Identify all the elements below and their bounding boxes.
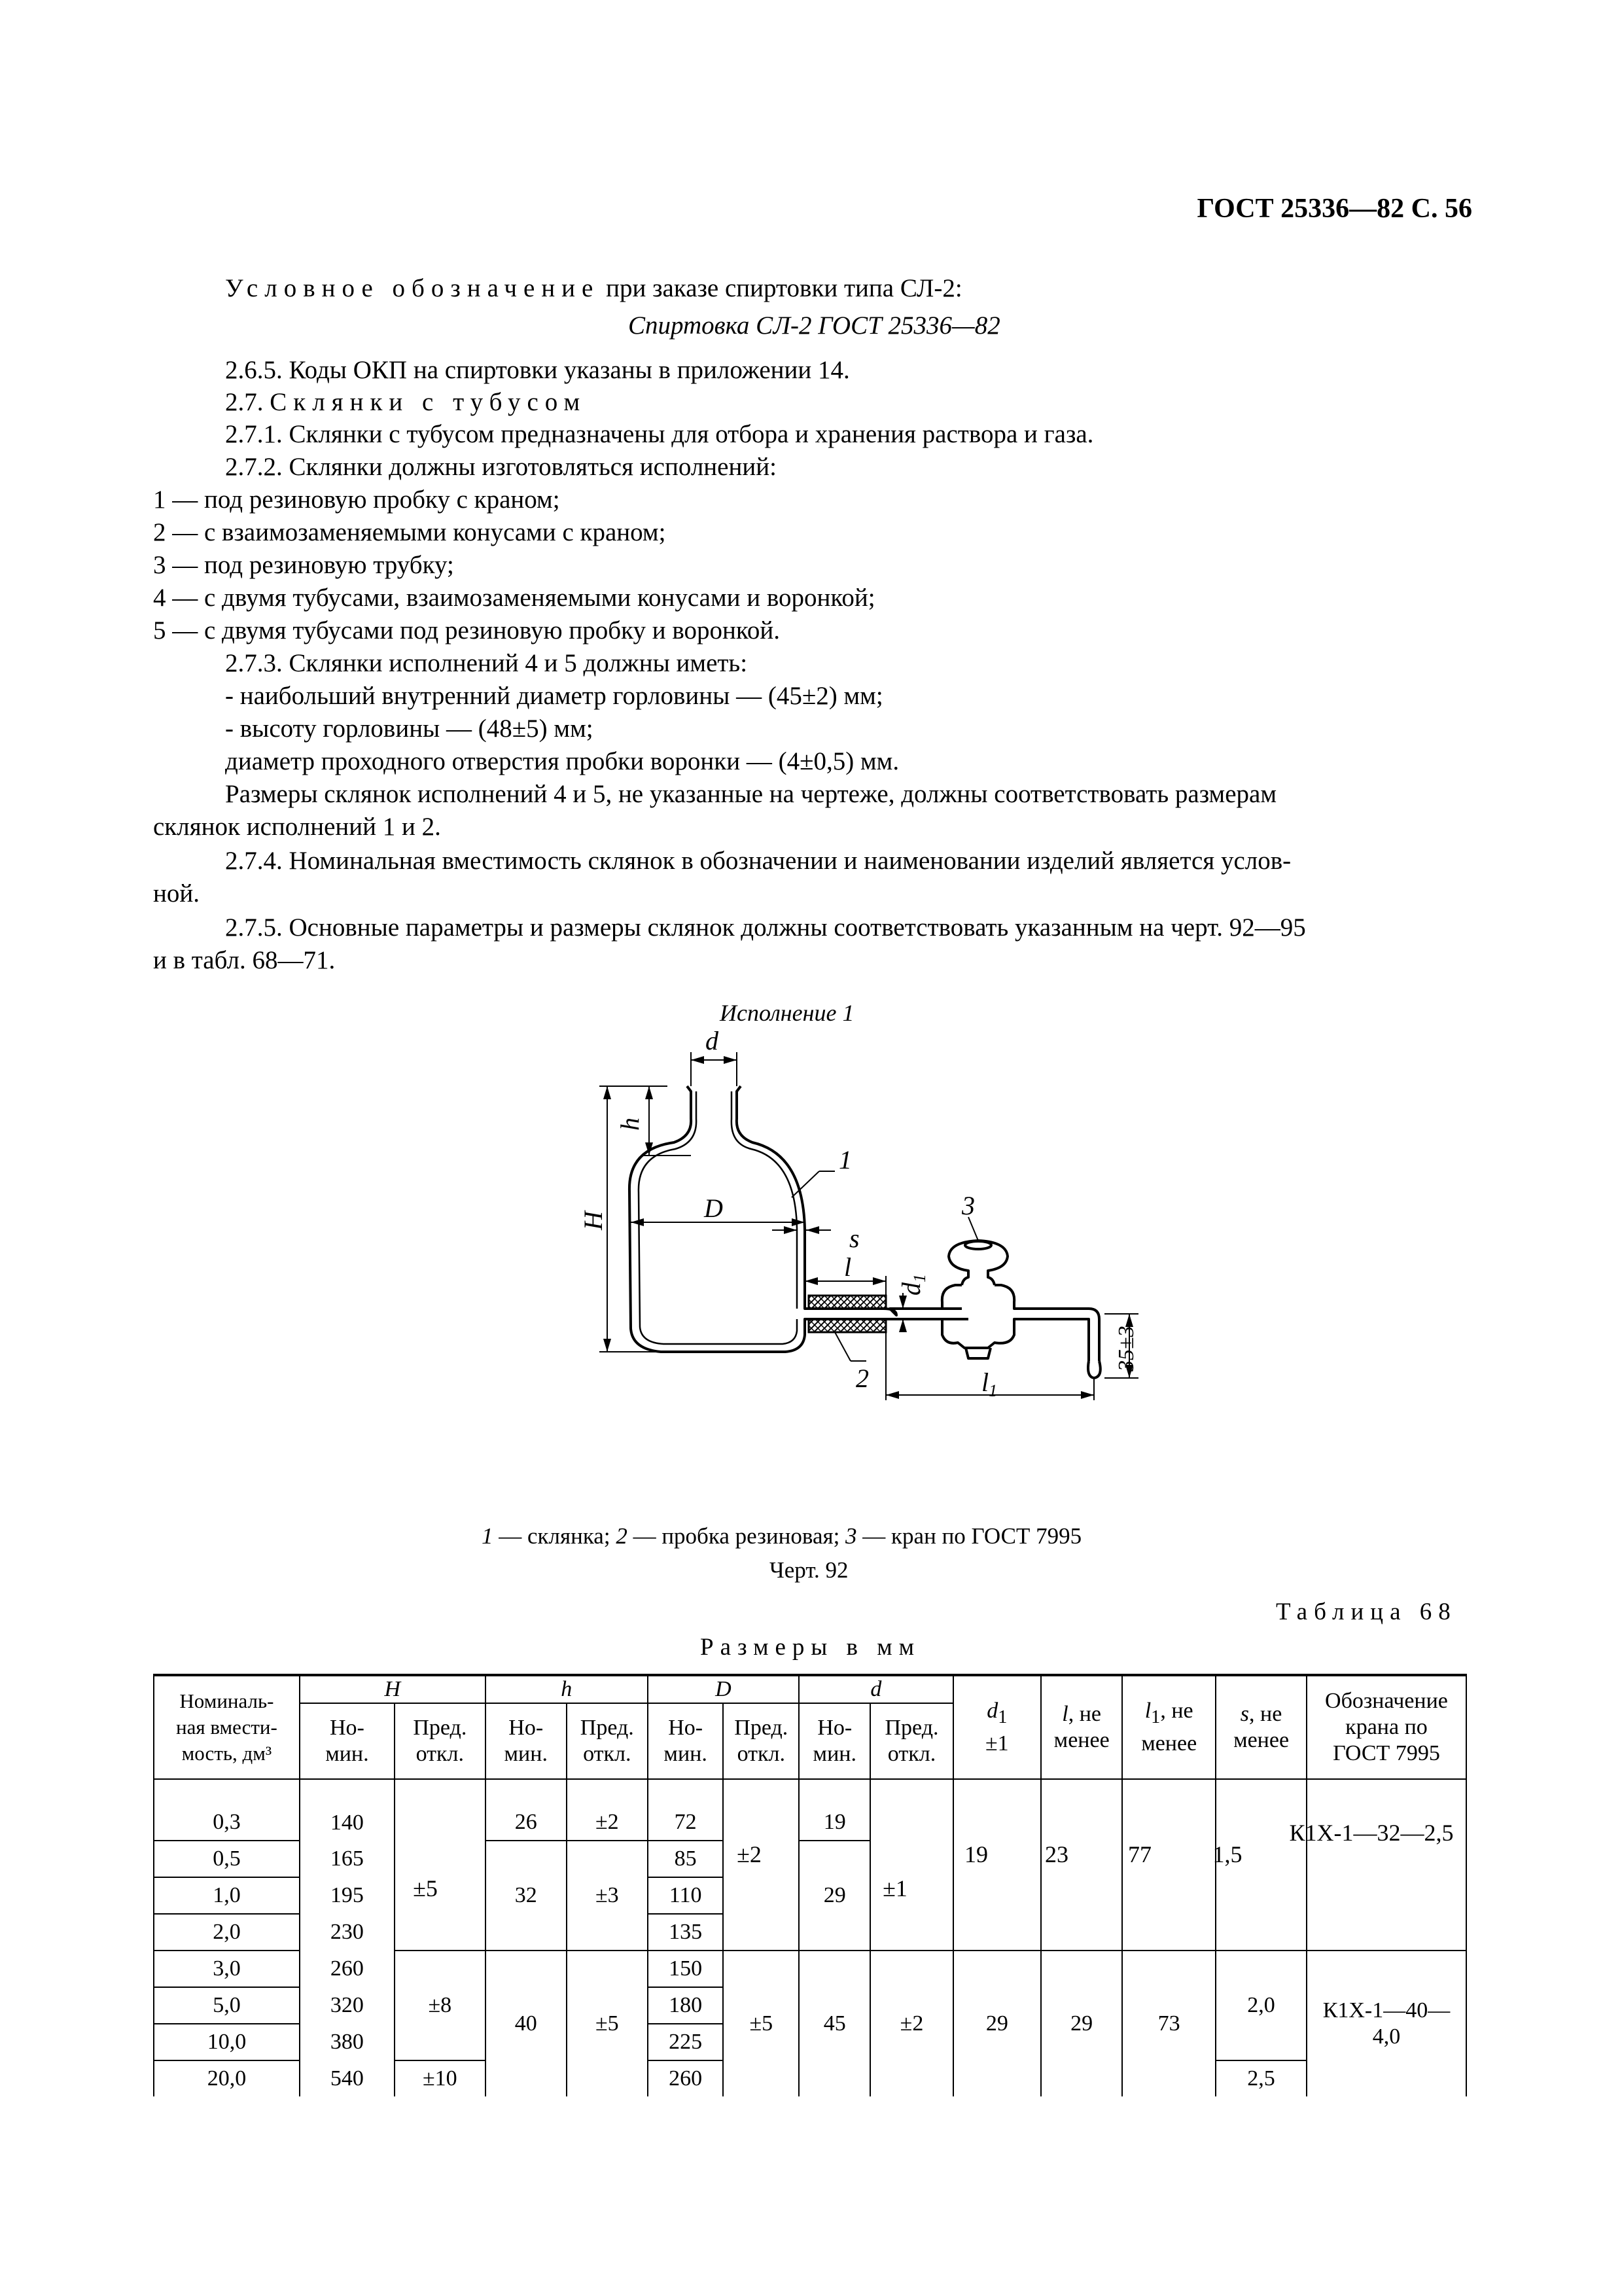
header-nom: Но- мин. [300,1703,395,1779]
tap-plug [966,1348,991,1358]
tap-knob [949,1241,1008,1285]
designation-example: Спиртовка СЛ-2 ГОСТ 25336—82 [628,311,1000,340]
drip-tip [1088,1361,1101,1378]
d-dev-group-a: ±1 [883,1875,908,1901]
label-3: 3 [962,1191,975,1220]
l1-group-a: 77 [1128,1841,1152,1867]
header-l: l, не менее [1041,1675,1122,1779]
table-row: 0,3 140 26 ±2 72 19 [154,1805,1466,1841]
header-nom: Но- мин. [799,1703,870,1779]
tap-knob-top [965,1241,991,1249]
label-l1: $l_1$ [981,1368,998,1400]
figure-caption: Черт. 92 [769,1557,849,1583]
header-l1: $l_1$, не менее [1122,1675,1216,1779]
bottle-drawing [576,1021,1145,1531]
variant-item: 2 — с взаимозаменяемыми конусами с краном; [153,518,666,546]
variant-item: 4 — с двумя тубусами, взаимозаменяемыми конусами и воронкой; [153,584,875,612]
s-group-a: 1,5 [1212,1841,1243,1867]
header-nom: Но- мин. [485,1703,567,1779]
header-s: s, не менее [1216,1675,1307,1779]
paragraph-2-7-2: 2.7.2. Склянки должны изготовляться исполнений: [225,453,777,481]
requirement-item: диаметр проходного отверстия пробки воронки — (4±0,5) мм. [225,747,900,775]
paragraph-2-6-5: 2.6.5. Коды ОКП на спиртовки указаны в приложении 14. [225,356,850,384]
paragraph-sizes-cont: склянок исполнений 1 и 2. [153,813,441,841]
label-H: H [578,1211,608,1230]
rubber-stopper-top [809,1296,886,1309]
D-dev-group-a: ±2 [737,1841,762,1867]
requirement-item: - высоту горловины — (48±5) мм; [225,715,593,743]
section-2-7-heading [225,385,586,419]
variant-item: 1 — под резиновую пробку с краном; [153,486,560,514]
header-D: D [648,1675,799,1703]
tap-group-a: К1Х-1—32—2,5 [1289,1820,1454,1846]
label-h: h [615,1118,644,1131]
page-header: ГОСТ 25336—82 С. 56 [1197,194,1472,224]
label-l: l [844,1252,852,1282]
table-units: Размеры в мм [700,1634,921,1661]
table-row: 0,5 165 32 ±3 85 29 [154,1841,1466,1877]
header-dev: Пред. откл. [395,1703,485,1779]
designation-label-rest: при заказе спиртовки типа СЛ-2: [599,274,962,302]
header-capacity: Номиналь- ная вмести- мость, дм³ [154,1675,300,1779]
tap-tube [805,1309,968,1319]
rubber-stopper-bottom [809,1319,886,1332]
label-d: d [705,1026,718,1055]
header-tap: Обозначение крана по ГОСТ 7995 [1307,1675,1466,1779]
header-nom: Но- мин. [648,1703,724,1779]
designation-label: Условное обозначение [225,274,600,302]
header-d1: $d_1$ ±1 [953,1675,1042,1779]
label-D: D [704,1193,723,1223]
table-row: 10,0 380 225 [154,2024,1466,2060]
paragraph-2-7-3: 2.7.3. Склянки исполнений 4 и 5 должны иметь: [225,649,748,677]
label-d1: $d_1$ [896,1274,929,1296]
header-d: d [799,1675,953,1703]
table-68 [153,1674,1467,2096]
header-h: h [485,1675,648,1703]
table-label: Таблица 68 [1276,1598,1457,1625]
l-group-a: 23 [1045,1841,1068,1867]
paragraph-2-7-1: 2.7.1. Склянки с тубусом предназначены для отбора и хранения раствора и газа. [225,420,1094,448]
d1-group-a: 19 [964,1841,988,1867]
table-row: 5,0 320 180 [154,1987,1466,2024]
table-row: 20,0 540 ±10 260 2,5 [154,2060,1466,2096]
label-1: 1 [839,1145,852,1174]
requirement-item: - наибольший внутренний диаметр горловины — (45±2) мм; [225,682,883,710]
header-H: H [300,1675,485,1703]
section-title: Склянки с тубусом [270,388,587,416]
label-2: 2 [856,1364,869,1393]
variant-item: 3 — под резиновую трубку; [153,551,454,579]
paragraph-sizes: Размеры склянок исполнений 4 и 5, не указанные на чертеже, должны соответствовать размерам [225,780,1277,808]
variant-item: 5 — с двумя тубусами под резиновую пробку и воронкой. [153,616,780,645]
label-s: s [849,1224,860,1253]
paragraph-2-7-4-cont: ной. [153,879,200,908]
paragraph-2-7-5-cont: и в табл. 68—71. [153,946,336,974]
designation-line [225,272,962,306]
figure-legend: 1 — склянка; 2 — пробка резиновая; 3 — кран по ГОСТ 7995 [482,1523,1082,1549]
paragraph-2-7-5: 2.7.5. Основные параметры и размеры склянок должны соответствовать указанным на черт. 92—95 [225,913,1306,942]
header-dev: Пред. откл. [567,1703,648,1779]
figure-title: Исполнение 1 [720,1000,855,1026]
paragraph-2-7-4: 2.7.4. Номинальная вместимость склянок в обозначении и наименовании изделий является услов- [225,847,1292,875]
H-dev-group-a: ±5 [413,1875,438,1901]
table-row: 2,0 230 135 [154,1914,1466,1951]
header-dev: Пред. откл. [870,1703,953,1779]
header-dev: Пред. откл. [723,1703,799,1779]
table-row: 3,0 260 ±8 40 ±5 150 ±5 45 ±2 29 29 73 2,0 К1Х-1—40—4,0 [154,1951,1466,1987]
table-row: 1,0 195 110 [154,1877,1466,1914]
section-number: 2.7. [225,388,270,416]
label-35: 35±3 [1114,1326,1138,1371]
